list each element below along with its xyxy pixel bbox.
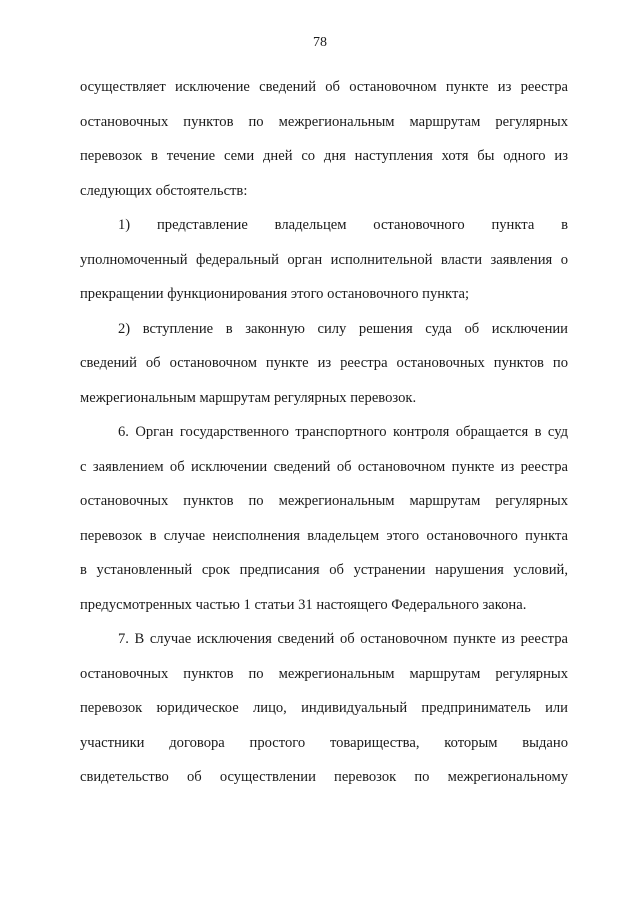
text-line: предусмотренных частью 1 статьи 31 настоящего Федерального закона. xyxy=(80,596,527,613)
text-line: прекращении функционирования этого остановочного пункта; xyxy=(80,286,470,302)
text-line: с заявлением об исключении сведений об остановочном пункте из реестра xyxy=(80,458,568,475)
text-line: остановочных пунктов по межрегиональным маршрутам регулярных xyxy=(80,493,568,509)
page-number: 78 xyxy=(313,35,327,50)
text-line: осуществляет исключение сведений об остановочном пункте из реестра xyxy=(80,79,568,95)
text-line: перевозок в случае неисполнения владельцем этого остановочного пункта xyxy=(80,527,568,544)
paragraph-7: 7. В случае исключения сведений об остановочном пункте из реестра xyxy=(118,631,568,647)
text-line: участники договора простого товарищества, которым выдано xyxy=(80,734,568,751)
text-line: свидетельство об осуществлении перевозок по межрегиональному xyxy=(80,769,568,785)
document-body xyxy=(80,70,568,795)
text-line: остановочных пунктов по межрегиональным маршрутам регулярных xyxy=(80,113,568,130)
text-line: остановочных пунктов по межрегиональным маршрутам регулярных xyxy=(80,665,568,682)
text-line: следующих обстоятельств: xyxy=(80,182,248,199)
list-item-2: 2) вступление в законную силу решения суда об исключении xyxy=(118,320,568,337)
paragraph-6: 6. Орган государственного транспортного контроля обращается в суд xyxy=(118,424,568,440)
text-line: в установленный срок предписания об устранении нарушения условий, xyxy=(80,562,568,578)
text-line: уполномоченный федеральный орган исполнительной власти заявления о xyxy=(80,251,568,268)
text-line: межрегиональным маршрутам регулярных перевозок. xyxy=(80,389,417,406)
text-line: сведений об остановочном пункте из реестра остановочных пунктов по xyxy=(80,355,568,371)
text-line: перевозок в течение семи дней со дня наступления хотя бы одного из xyxy=(80,148,568,164)
text-line: перевозок юридическое лицо, индивидуальный предприниматель или xyxy=(80,700,568,716)
list-item-1: 1) представление владельцем остановочного пункта в xyxy=(118,217,568,233)
